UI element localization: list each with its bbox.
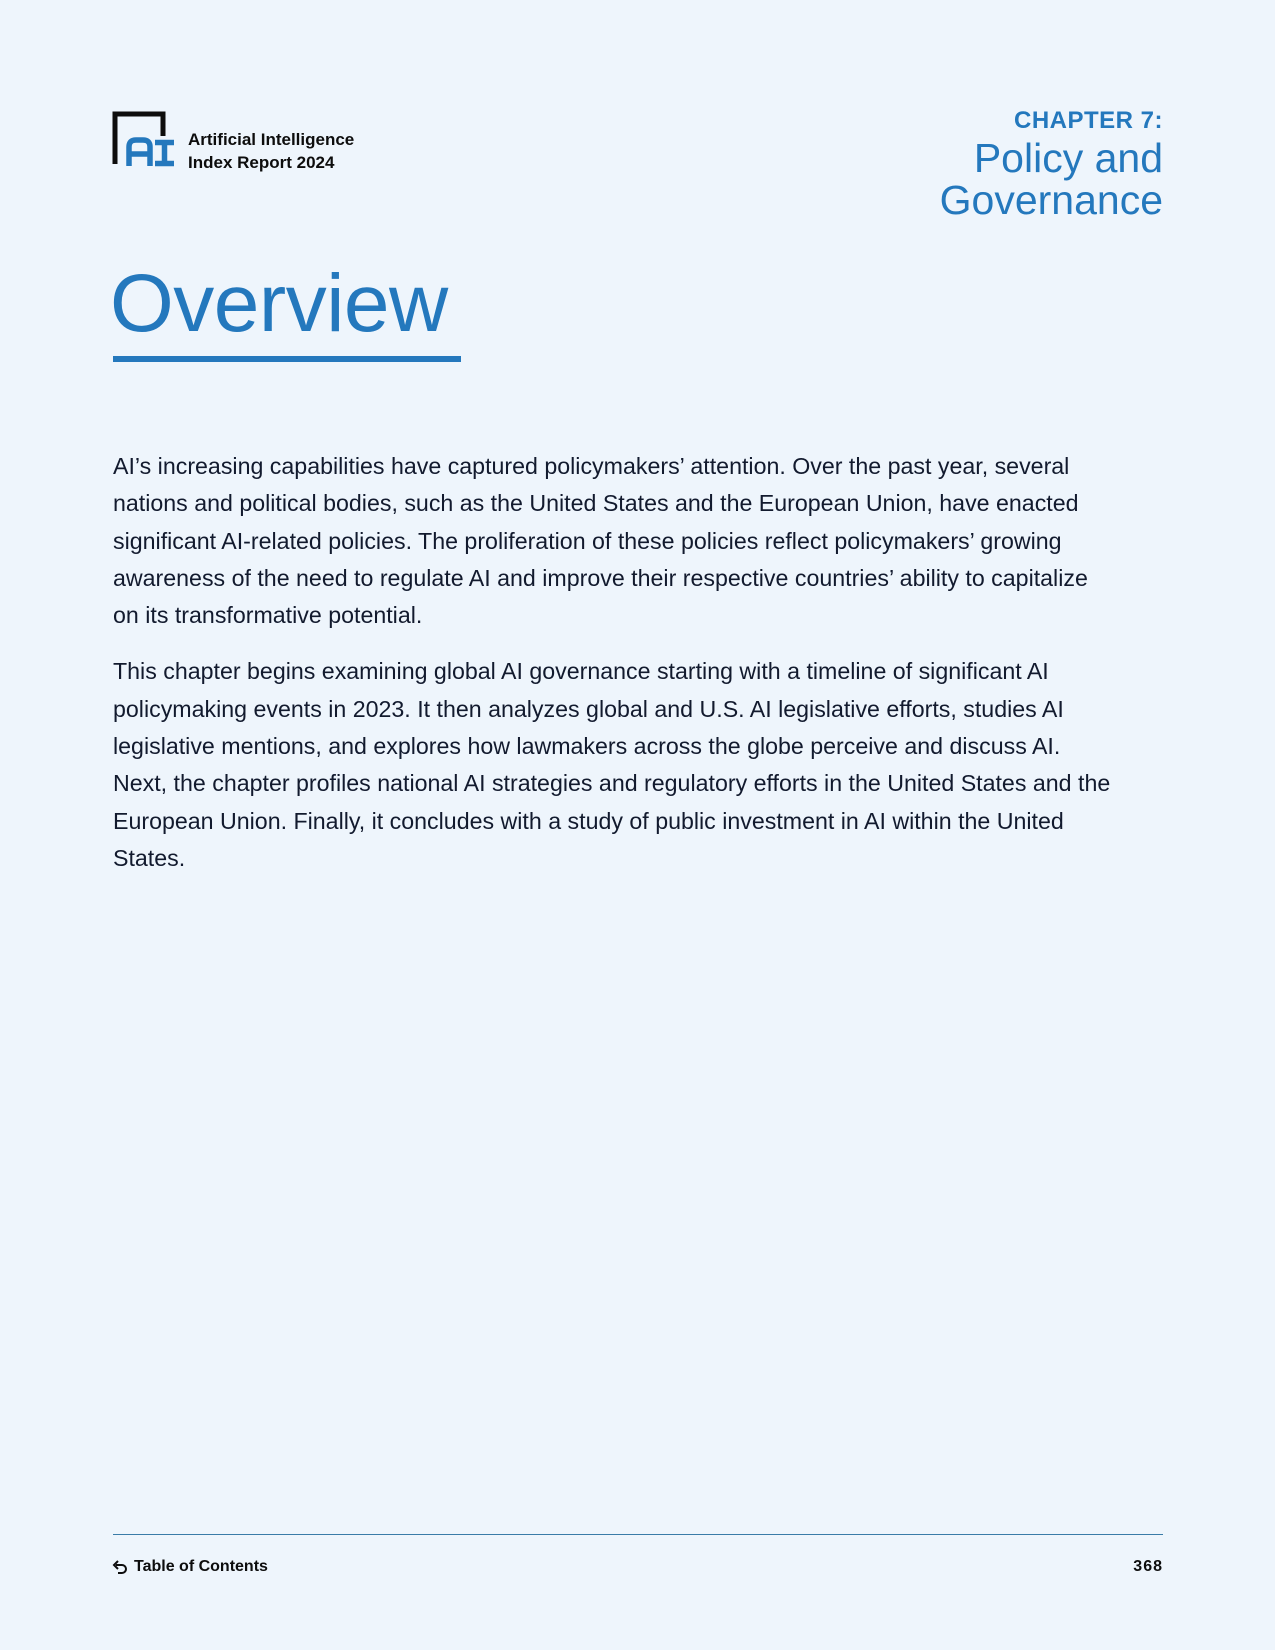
paragraph-1: AI’s increasing capabilities have captured policymakers’ attention. Over the past year, several nations and political bodies, such as the United States and the European Union, have enacted significant AI-related policies. The proliferation of these policies reflect policymakers’ growing awareness of the need to regulate AI and improve their respective countries’ ability to capitalize on its transformative potential.: [113, 453, 1088, 629]
report-title: [188, 128, 354, 174]
return-arrow-icon: [112, 1559, 128, 1575]
chapter-title: [940, 137, 1163, 221]
chapter-title-line1: Policy and: [973, 135, 1163, 181]
title-underline: [113, 356, 461, 362]
chapter-title-line2: Governance: [939, 177, 1163, 223]
table-of-contents-link[interactable]: [112, 1558, 268, 1576]
ai-index-logo-icon: [112, 111, 176, 167]
chapter-heading: [940, 107, 1163, 221]
report-title-line2: Index Report 2024: [188, 153, 335, 172]
table-of-contents-label: Table of Contents: [134, 1558, 268, 1575]
report-title-line1: Artificial Intelligence: [188, 130, 355, 149]
page-number: 368: [1133, 1558, 1163, 1575]
body-text: [113, 448, 1113, 896]
page-title: Overview: [110, 258, 448, 349]
chapter-label: CHAPTER 7:: [1013, 107, 1163, 134]
footer-divider: [113, 1534, 1163, 1535]
paragraph-2: This chapter begins examining global AI governance starting with a timeline of significant AI policymaking events in 2023. It then analyzes global and U.S. AI legislative efforts, studies AI legislative mentions, and explores how lawmakers across the globe perceive and discuss AI. Next, the chapter profiles national AI strategies and regulatory efforts in the United States and the European Union. Finally, it concludes with a study of public investment in AI within the United States.: [113, 658, 1111, 871]
